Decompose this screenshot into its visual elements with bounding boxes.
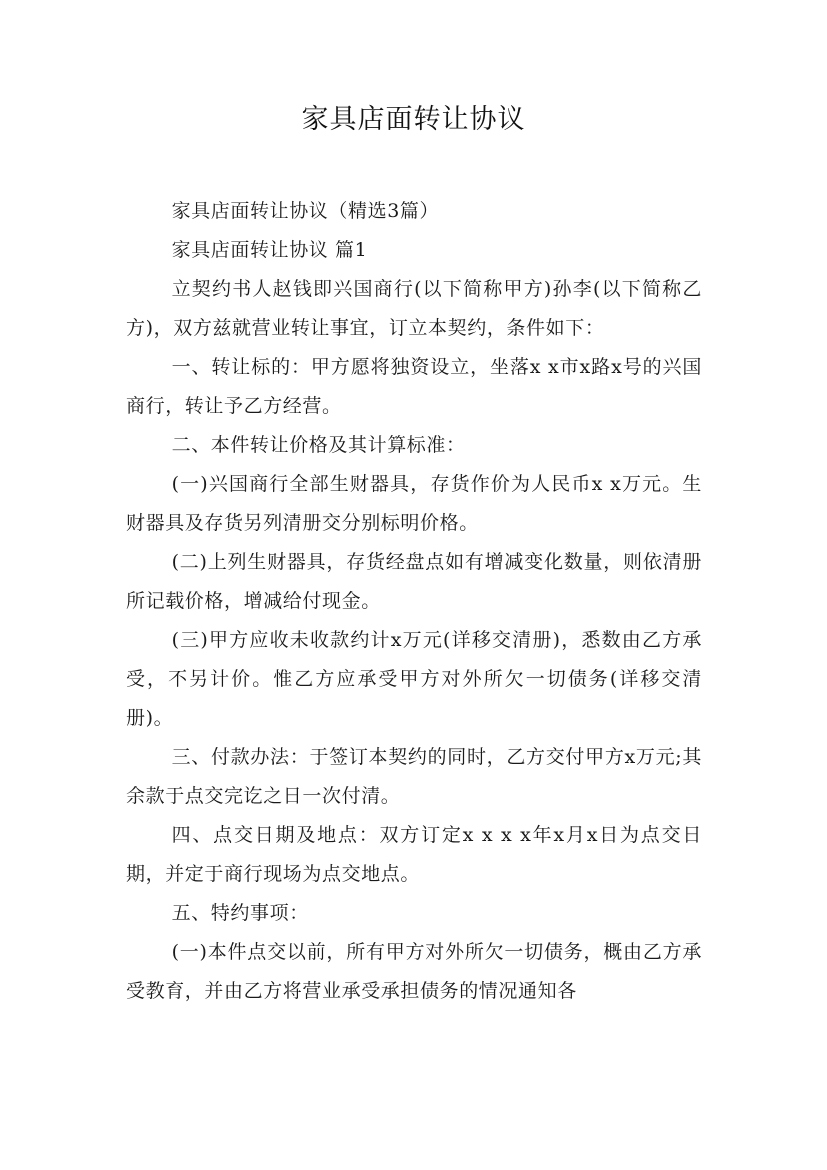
paragraph-clause-1: 一、转让标的：甲方愿将独资设立，坐落x x市x路x号的兴国商行，转让予乙方经营。 (126, 356, 702, 417)
paragraph-clause-2: 二、本件转让价格及其计算标准： (171, 434, 466, 456)
paragraph-clause-2-item-3: (三)甲方应收未收款约计x万元(详移交清册)，悉数由乙方承受，不另计价。惟乙方应承受甲方对外所欠一切债务(详移交清册)。 (126, 629, 702, 729)
paragraph-clause-5-item-1: (一)本件点交以前，所有甲方对外所欠一切债务，概由乙方承受教育，并由乙方将营业承受承担债务的情况通知各 (126, 941, 702, 1002)
paragraph-clause-3: 三、付款办法：于签订本契约的同时，乙方交付甲方x万元;其余款于点交完讫之日一次付清。 (126, 746, 702, 807)
paragraph-clause-2-item-1: (一)兴国商行全部生财器具，存货作价为人民币x x万元。生财器具及存货另列清册交分别标明价格。 (126, 473, 702, 534)
paragraph-clause-2-item-2: (二)上列生财器具，存货经盘点如有增减变化数量，则依清册所记载价格，增减给付现金。 (126, 551, 702, 612)
document-body (126, 192, 702, 1011)
paragraph-chapter-heading: 家具店面转让协议 篇1 (171, 239, 368, 261)
paragraph-preamble: 立契约书人赵钱即兴国商行(以下简称甲方)孙李(以下简称乙方)，双方兹就营业转让事宜，订立本契约，条件如下： (126, 278, 702, 339)
paragraph-clause-4: 四、点交日期及地点：双方订定x x x x年x月x日为点交日期，并定于商行现场为点交地点。 (126, 824, 702, 885)
paragraph-clause-5: 五、特约事项： (171, 902, 309, 924)
document-title: 家具店面转让协议 (301, 104, 526, 135)
paragraph-collection-title: 家具店面转让协议（精选3篇） (171, 200, 440, 222)
